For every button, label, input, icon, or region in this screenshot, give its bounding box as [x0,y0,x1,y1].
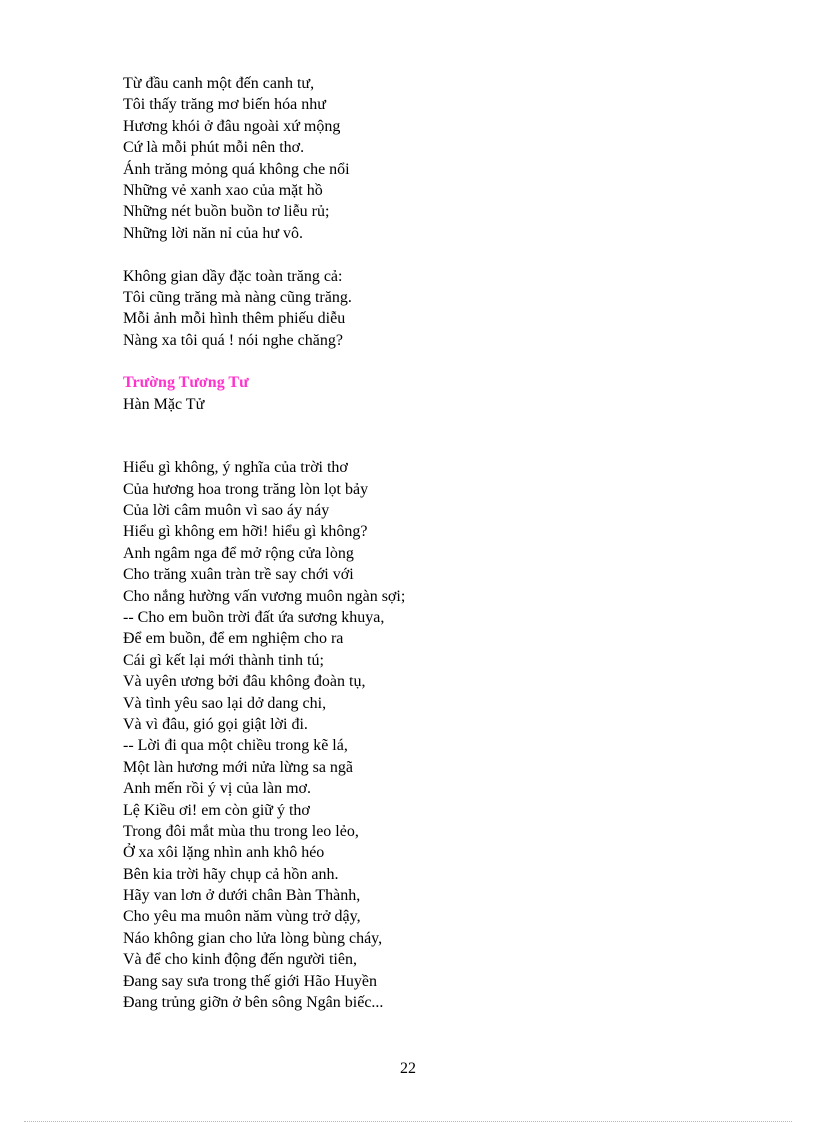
section-spacer [123,351,743,372]
poem-line: Đang trủng giỡn ở bên sông Ngân biếc... [123,994,384,1012]
poem-line: Và vì đâu, gió gọi giật lời đi. [123,715,308,733]
poem-line: Lệ Kiều ơi! em còn giữ ý thơ [123,801,310,819]
poem-line: Những nét buồn buồn tơ liễu rủ; [123,203,330,221]
poem-line: Không gian dầy đặc toàn trăng cả: [123,267,343,285]
poem-line: Và uyên ương bởi đâu không đoàn tụ, [123,673,366,691]
poem-line: Mỗi ảnh mỗi hình thêm phiếu diễu [123,310,346,328]
poem-line: Một làn hương mới nửa lừng sa ngã [123,758,354,776]
poem-line: Cái gì kết lại mới thành tinh tú; [123,651,324,669]
poem-line: Hãy van lơn ở dưới chân Bàn Thành, [123,887,361,905]
stanza-spacer [123,244,743,265]
poem-line: Và để cho kinh động đến người tiên, [123,951,357,969]
poem-line: Của hương hoa trong trăng lòn lọt bảy [123,480,369,498]
poem-line: Hiểu gì không em hỡi! hiểu gì không? [123,523,368,541]
poem-line: Cho trăng xuân tràn trề say chới với [123,566,354,584]
poem-line: Anh ngâm nga để mở rộng cửa lòng [123,544,354,562]
title-spacer [123,415,743,457]
poem-line: Náo không gian cho lửa lòng bùng cháy, [123,929,383,947]
poem-line: Từ đầu canh một đến canh tư, [123,75,315,92]
poem-body [123,457,743,1013]
poem-line: Cho yêu ma muôn năm vùng trở dậy, [123,908,361,926]
poem-line: Bên kia trời hãy chụp cả hồn anh. [123,865,339,883]
poem-line: Cứ là mỗi phút mỗi nên thơ. [123,139,305,157]
poem-stanza-2 [123,266,743,352]
poem-content [123,73,743,1013]
poem-line: Ánh trăng mỏng quá không che nổi [123,160,350,178]
poem-line: Hương khói ở đâu ngoài xứ mộng [123,117,341,135]
poem-line: Để em buồn, để em nghiệm cho ra [123,630,344,648]
poem-stanza-1 [123,73,743,244]
page-bottom-divider [24,1121,792,1122]
poem-line: Tôi thấy trăng mơ biến hóa như [123,96,326,114]
poem-line: Đang say sưa trong thế giới Hão Huyền [123,972,377,990]
page-number: 22 [400,1060,416,1077]
poem-author: Hàn Mặc Tử [123,395,205,413]
poem-line: Nàng xa tôi quá ! nói nghe chăng? [123,331,343,349]
poem-line: -- Lời đi qua một chiều trong kẽ lá, [123,737,348,755]
poem-line: Của lời câm muôn vì sao áy náy [123,502,330,520]
poem-line: Cho nắng hường vấn vương muôn ngàn sợi; [123,587,406,605]
poem-line: Hiểu gì không, ý nghĩa của trời thơ [123,459,348,477]
poem-line: Những lời năn nỉ của hư vô. [123,224,303,242]
poem-line: Trong đôi mắt mùa thu trong leo lẻo, [123,822,359,840]
poem-line: Anh mến rồi ý vị của làn mơ. [123,780,311,798]
poem-line: -- Cho em buồn trời đất ứa sương khuya, [123,608,385,626]
poem-line: Và tình yêu sao lại dở dang chi, [123,694,327,712]
poem-line: Những vẻ xanh xao của mặt hồ [123,181,323,199]
poem-line: Tôi cũng trăng mà nàng cũng trăng. [123,288,352,306]
poem-line: Ở xa xôi lặng nhìn anh khô héo [123,844,325,862]
poem-title: Trường Tương Tư [123,374,249,392]
